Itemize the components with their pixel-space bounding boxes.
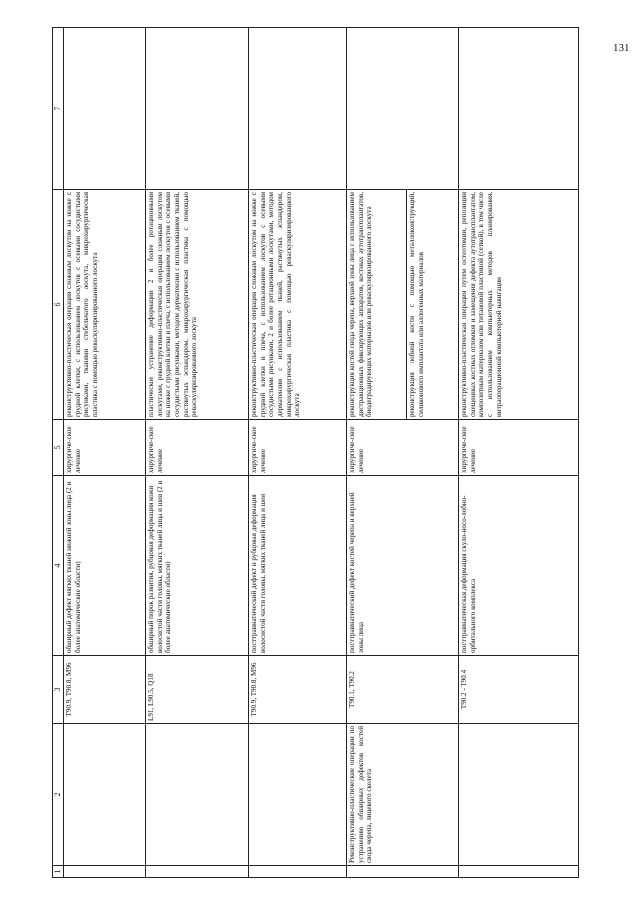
col-header-7: 7 [53,28,64,190]
table-row [347,28,407,878]
cell-method: реконструктивно-пластическая операция сложным лоскутом на ножке с грудной клетки и плеча, с использованием лоскутов с осевыми сосудистыми рисунками, 2 и более ротационными лоскутами, методом дерматензии с использованием тканей, растянутых эспандером, микрохирургическая пластика с помощью реваскуляризированного лоскута [249,190,347,420]
table-row [459,28,579,878]
col-header-4: 4 [53,476,64,656]
cell-diagnosis: посттравматический дефект и рубцовая деформация волосистой части головы, мягких тканей лица и шеи [249,476,347,656]
cell-method-alt: реконструкция лобной кости с помощью металлоконструкций, силиконового имплантата или аллогенных материалов [407,190,459,420]
col-header-5: 5 [53,420,64,476]
cell-treatment-type: хирургиче-ское лечение [146,420,249,476]
rotated-table-container [52,28,630,878]
cell-treatment-type: хирургиче-ское лечение [347,420,459,476]
cell-group [64,724,146,866]
cell-col1 [146,866,249,878]
cell-col7 [64,28,146,190]
cell-col1 [249,866,347,878]
cell-icd-codes: T90.9, T90.8, M96 [64,656,146,724]
cell-group [249,724,347,866]
cell-col7 [146,28,249,190]
cell-col1 [64,866,146,878]
table-row [146,28,249,878]
cell-group [146,724,249,866]
page-number: 131 [613,42,630,54]
cell-treatment-type: хирургиче-ское лечение [459,420,579,476]
col-header-3: 3 [53,656,64,724]
cell-diagnosis: посттравматический дефект костей черепа и верхней зоны лица [347,476,459,656]
cell-diagnosis: обширный порок развития, рубцовая деформация кожи волосистой части головы, мягких тканей лица и шеи (2 и более анатомические области) [146,476,249,656]
col-header-6: 6 [53,190,64,420]
col-header-2: 2 [53,724,64,866]
col-header-1: 1 [53,866,64,878]
cell-group [459,724,579,866]
cell-method: реконструктивно-пластическая операция сложным лоскутом на ножке с грудной клетки, с использованием лоскутов с осевыми сосудистыми рисунками, тканями стебельчатого лоскута, микрохирургическая пластика с помощью реваскуляризированного лоскута [64,190,146,420]
cell-diagnosis: посттравматическая деформация скуло-носо-лобно-орбитального комплекса [459,476,579,656]
procedures-table [52,27,579,878]
cell-col7 [347,28,459,190]
cell-col1 [347,866,459,878]
cell-icd-codes: T90.9, T90.8, M96 [249,656,347,724]
cell-group: Реконструктивно-пластические операции по устранению обширных дефектов костей свода черепа, лицевого скелета [347,724,459,866]
table-row [249,28,347,878]
cell-method: реконструкция костей свода черепа, верхней зоны лица с использованием дистракционных фиксирующих аппаратов, костных аутотрансплантатов, биодеградирующих материалов или реваскуляризированного лоскута [347,190,407,420]
cell-icd-codes: L91, L90.5, Q18 [146,656,249,724]
cell-treatment-type: хирургиче-ское лечение [249,420,347,476]
table-row [64,28,146,878]
header-row [53,28,64,878]
cell-icd-codes: T90.2 - T90.4 [459,656,579,724]
cell-col1 [459,866,579,878]
cell-method: реконструктивно-пластическая операция путем остеотомии, репозиции смещенных костных отломков и замещения дефекта аутотрансплантатом, композитным материалом или титановой пластиной (сеткой), в том числе с использованием компьютерных методов планирования, интраоперационной компьютерной навигации [459,190,579,420]
cell-col7 [459,28,579,190]
cell-diagnosis: обширный дефект мягких тканей нижней зоны лица (2 и более анатомические области) [64,476,146,656]
cell-col7 [249,28,347,190]
cell-icd-codes: T90.1, T90.2 [347,656,459,724]
cell-treatment-type: хирургиче-ское лечение [64,420,146,476]
cell-method: пластическое устранение деформации 2 и более ротационными лоскутами, реконструктивно-пластическая операция сложным лоскутом на ножке с грудной клетки и плеча, с использованием лоскутов с осевыми сосудистыми рисунками, методом дерматензии с использованием тканей, растянутых эспандером, микрохирургическая пластика с помощью реваскуляризированного лоскута [146,190,249,420]
